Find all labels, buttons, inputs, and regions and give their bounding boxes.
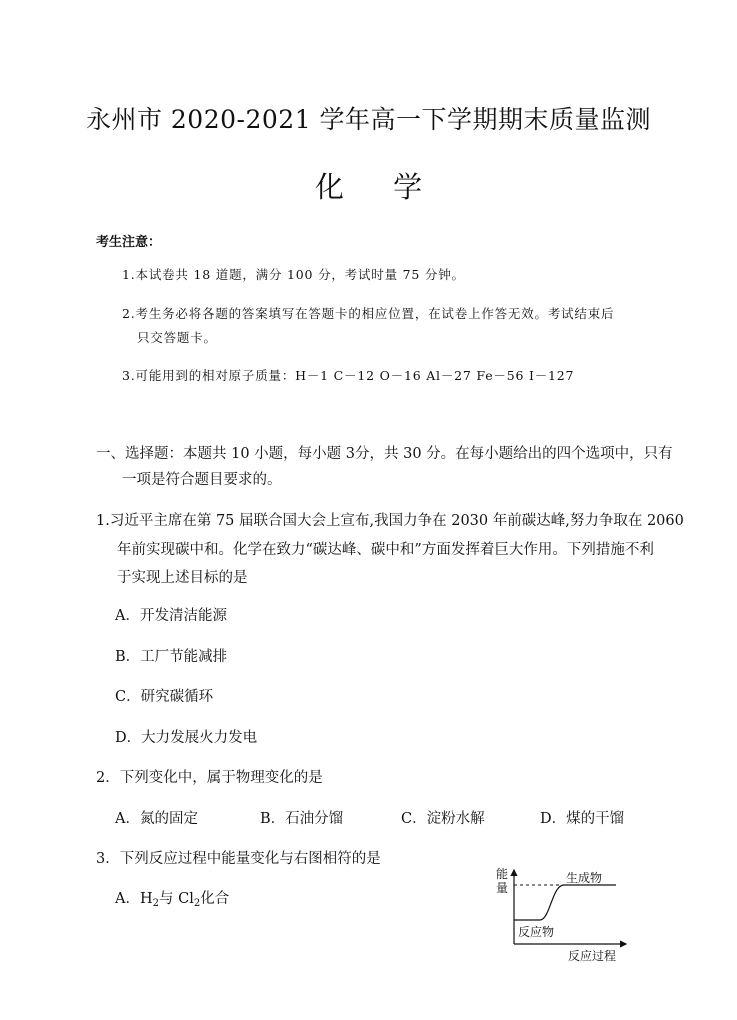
product-label: 生成物 xyxy=(566,871,603,885)
option-a-middle: 与 Cl xyxy=(159,891,194,907)
section-instruction-line-2: 一项是符合题目要求的。 xyxy=(122,472,282,488)
question-2-option-d: D．煤的干馏 xyxy=(540,811,625,827)
x-axis-label: 反应过程 xyxy=(568,949,617,963)
question-1-line-3: 于实现上述目标的是 xyxy=(117,570,248,586)
y-axis-label-1: 能 xyxy=(496,867,509,881)
option-a-subscript-2: 2 xyxy=(193,898,201,909)
notice-item-2-line-1: 2.考生务必将各题的答案填写在答题卡的相应位置，在试卷上作答无效。考试结束后 xyxy=(122,306,615,321)
y-axis-label-2: 量 xyxy=(496,881,509,895)
reactant-label: 反应物 xyxy=(518,925,555,939)
question-1-line-2: 年前实现碳中和。化学在致力“碳达峰、碳中和”方面发挥着巨大作用。下列措施不利 xyxy=(117,542,654,558)
question-1-option-a: A．开发清洁能源 xyxy=(115,608,227,624)
question-3-option-a xyxy=(115,887,229,908)
question-2-option-b: B．石油分馏 xyxy=(260,811,344,827)
question-1-line-1: 1.习近平主席在第 75 届联合国大会上宣布,我国力争在 2030 年前碳达峰,努力争取在 2060 xyxy=(96,513,684,529)
exam-title: 永州市 2020-2021 学年高一下学期期末质量监测 xyxy=(85,105,652,134)
question-2-option-a: A．氮的固定 xyxy=(115,811,198,827)
notice-item-2-line-2: 只交答题卡。 xyxy=(137,330,217,345)
energy-curve xyxy=(514,885,616,920)
option-a-suffix: 化合 xyxy=(200,891,230,907)
section-instruction-line-1: 一、选择题：本题共 10 小题，每小题 3分，共 30 分。在每小题给出的四个选项中，只有 xyxy=(96,446,673,462)
notice-item-3: 3.可能用到的相对原子质量：H－1 C－12 O－16 Al－27 Fe－56 I－127 xyxy=(122,368,575,383)
question-3-stem: 3．下列反应过程中能量变化与右图相符的是 xyxy=(96,851,381,867)
question-2-option-c: C．淀粉水解 xyxy=(401,811,485,827)
subject-title: 化 学 xyxy=(314,170,423,204)
question-1-option-b: B．工厂节能减排 xyxy=(115,649,228,665)
notice-item-1: 1.本试卷共 18 道题，满分 100 分，考试时量 75 分钟。 xyxy=(122,267,465,282)
question-1-option-c: C．研究碳循环 xyxy=(115,689,214,705)
notice-heading: 考生注意： xyxy=(96,235,162,250)
energy-diagram xyxy=(490,862,640,967)
question-2-stem: 2．下列变化中，属于物理变化的是 xyxy=(96,770,323,786)
option-a-prefix: A．H xyxy=(115,891,153,907)
question-1-option-d: D．大力发展火力发电 xyxy=(115,730,258,746)
option-a-subscript-1: 2 xyxy=(152,898,159,909)
